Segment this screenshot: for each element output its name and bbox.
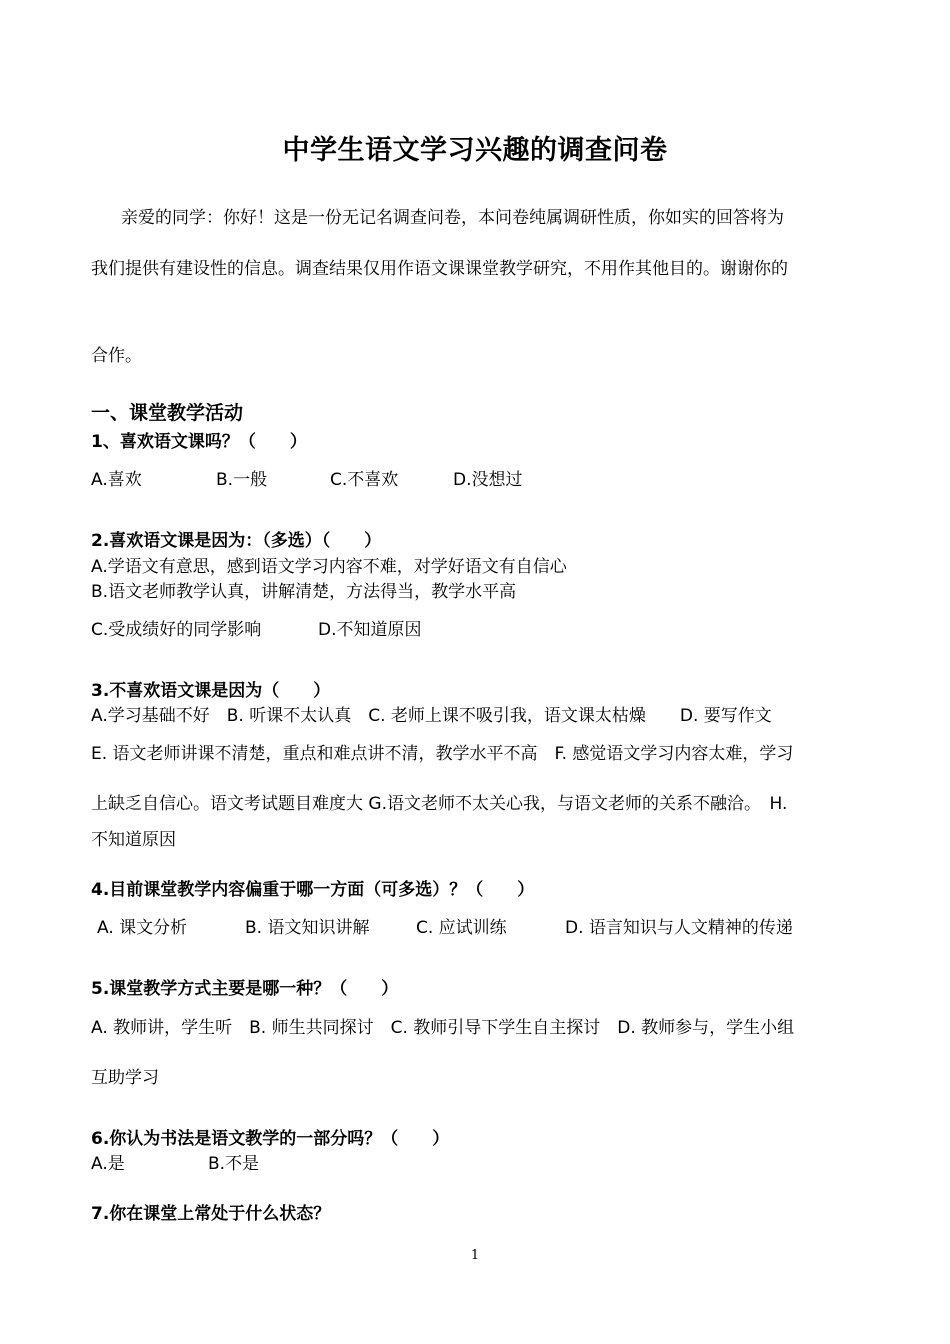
q3-options-line-3: 上缺乏自信心。语文考试题目难度大 G.语文老师不太关心我，与语文老师的关系不融洽。 H. [91, 794, 788, 814]
q3-options-line-1: A.学习基础不好 B. 听课不太认真 C. 老师上课不吸引我，语文课太枯燥 D. 要写作文 [91, 706, 772, 726]
q4-option-d: D. 语言知识与人文精神的传递 [565, 918, 793, 938]
intro-line-1: 亲爱的同学：你好！这是一份无记名调查问卷，本问卷纯属调研性质，你如实的回答将为 [121, 208, 784, 228]
q2-option-d: D.不知道原因 [318, 620, 422, 640]
q5-options-line-1: A. 教师讲，学生听 B. 师生共同探讨 C. 教师引导下学生自主探讨 D. 教师参与，学生小组 [91, 1018, 795, 1038]
q4-option-c: C. 应试训练 [416, 918, 507, 938]
q2-option-c: C.受成绩好的同学影响 [91, 620, 262, 640]
question-7: 7.你在课堂上常处于什么状态？ [91, 1204, 331, 1224]
intro-line-2: 我们提供有建设性的信息。调查结果仅用作语文课课堂教学研究，不用作其他目的。谢谢你的 [91, 259, 788, 279]
q6-option-b: B.不是 [208, 1154, 260, 1174]
intro-line-3: 合作。 [91, 346, 142, 366]
question-1: 1、喜欢语文课吗？（ ） [91, 432, 307, 452]
q4-option-a: A. 课文分析 [97, 918, 188, 938]
q1-option-c: C.不喜欢 [330, 470, 399, 490]
question-4: 4.目前课堂教学内容偏重于哪一方面（可多选）？（ ） [91, 880, 535, 900]
page-number: 1 [470, 1248, 480, 1263]
q3-options-line-4: 不知道原因 [91, 830, 176, 850]
q3-options-line-2: E. 语文老师讲课不清楚，重点和难点讲不清，教学水平不高 F. 感觉语文学习内容太难，学习 [91, 744, 794, 764]
q5-options-line-2: 互助学习 [91, 1068, 159, 1088]
document-title: 中学生语文学习兴趣的调查问卷 [282, 135, 668, 166]
q1-option-d: D.没想过 [453, 470, 523, 490]
question-6: 6.你认为书法是语文教学的一部分吗？（ ） [91, 1129, 450, 1149]
q1-option-a: A.喜欢 [91, 470, 142, 490]
section-heading: 一、课堂教学活动 [91, 402, 244, 424]
q4-option-b: B. 语文知识讲解 [245, 918, 370, 938]
q2-option-b: B.语文老师教学认真，讲解清楚，方法得当，教学水平高 [91, 582, 517, 602]
q2-option-a: A.学语文有意思，感到语文学习内容不难，对学好语文有自信心 [91, 557, 567, 577]
q6-option-a: A.是 [91, 1154, 125, 1174]
q1-option-b: B.一般 [216, 470, 268, 490]
question-3: 3.不喜欢语文课是因为（ ） [91, 681, 331, 701]
question-2: 2.喜欢语文课是因为：（多选）（ ） [91, 531, 382, 551]
question-5: 5.课堂教学方式主要是哪一种？（ ） [91, 979, 399, 999]
